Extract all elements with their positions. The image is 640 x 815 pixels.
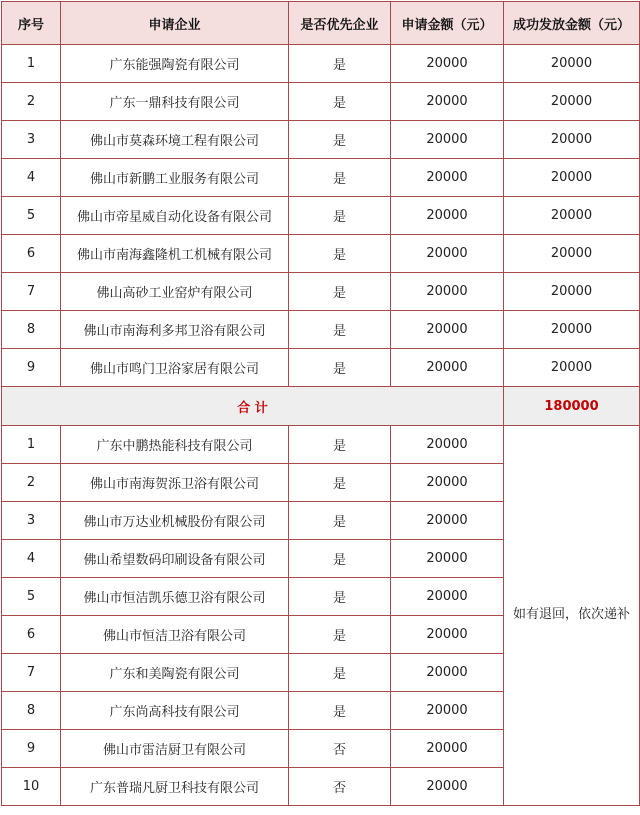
row-priority: 是 xyxy=(289,197,391,235)
table-row xyxy=(2,45,640,83)
row-index: 2 xyxy=(2,83,61,121)
row-company: 广东中鹏热能科技有限公司 xyxy=(61,426,289,464)
row-priority: 是 xyxy=(289,311,391,349)
header-index: 序号 xyxy=(2,2,61,45)
table-header-row xyxy=(2,2,640,45)
row-granted: 20000 xyxy=(504,273,640,311)
total-value: 180000 xyxy=(504,387,640,426)
total-label: 合 计 xyxy=(2,387,504,426)
table-body xyxy=(2,45,640,806)
row-index: 6 xyxy=(2,235,61,273)
row-priority: 是 xyxy=(289,235,391,273)
table-row xyxy=(2,159,640,197)
row-amount: 20000 xyxy=(391,349,504,387)
table-row xyxy=(2,121,640,159)
row-amount: 20000 xyxy=(391,692,504,730)
row-company: 佛山希望数码印刷设备有限公司 xyxy=(61,540,289,578)
row-index: 10 xyxy=(2,768,61,806)
row-granted: 20000 xyxy=(504,121,640,159)
row-amount: 20000 xyxy=(391,502,504,540)
row-amount: 20000 xyxy=(391,578,504,616)
row-priority: 是 xyxy=(289,426,391,464)
row-company: 佛山市南海鑫隆机工机械有限公司 xyxy=(61,235,289,273)
row-company: 广东一鼎科技有限公司 xyxy=(61,83,289,121)
row-amount: 20000 xyxy=(391,768,504,806)
row-company: 佛山市莫森环境工程有限公司 xyxy=(61,121,289,159)
subsidy-table xyxy=(1,1,640,806)
row-index: 4 xyxy=(2,540,61,578)
row-priority: 是 xyxy=(289,654,391,692)
row-index: 3 xyxy=(2,121,61,159)
row-amount: 20000 xyxy=(391,45,504,83)
row-granted: 20000 xyxy=(504,235,640,273)
row-index: 1 xyxy=(2,426,61,464)
row-index: 5 xyxy=(2,578,61,616)
row-granted: 20000 xyxy=(504,159,640,197)
table-row xyxy=(2,349,640,387)
table-row xyxy=(2,197,640,235)
row-priority: 是 xyxy=(289,349,391,387)
row-index: 1 xyxy=(2,45,61,83)
table-row xyxy=(2,426,640,464)
row-index: 2 xyxy=(2,464,61,502)
row-amount: 20000 xyxy=(391,540,504,578)
row-index: 7 xyxy=(2,273,61,311)
header-priority: 是否优先企业 xyxy=(289,2,391,45)
row-company: 佛山市新鹏工业服务有限公司 xyxy=(61,159,289,197)
table-row xyxy=(2,273,640,311)
row-granted: 20000 xyxy=(504,83,640,121)
row-index: 8 xyxy=(2,692,61,730)
total-row xyxy=(2,387,640,426)
row-amount: 20000 xyxy=(391,426,504,464)
table-row xyxy=(2,311,640,349)
table-row xyxy=(2,235,640,273)
row-company: 佛山市恒洁凯乐德卫浴有限公司 xyxy=(61,578,289,616)
row-amount: 20000 xyxy=(391,235,504,273)
row-index: 7 xyxy=(2,654,61,692)
row-priority: 是 xyxy=(289,540,391,578)
row-granted: 20000 xyxy=(504,349,640,387)
row-amount: 20000 xyxy=(391,197,504,235)
row-index: 9 xyxy=(2,730,61,768)
row-company: 佛山市南海利多邦卫浴有限公司 xyxy=(61,311,289,349)
row-priority: 否 xyxy=(289,768,391,806)
row-amount: 20000 xyxy=(391,121,504,159)
row-company: 佛山市万达业机械股份有限公司 xyxy=(61,502,289,540)
row-amount: 20000 xyxy=(391,730,504,768)
row-company: 佛山市南海贺泺卫浴有限公司 xyxy=(61,464,289,502)
row-index: 9 xyxy=(2,349,61,387)
row-priority: 是 xyxy=(289,578,391,616)
row-amount: 20000 xyxy=(391,273,504,311)
row-granted: 20000 xyxy=(504,45,640,83)
row-company: 广东和美陶瓷有限公司 xyxy=(61,654,289,692)
row-priority: 是 xyxy=(289,692,391,730)
row-priority: 是 xyxy=(289,502,391,540)
header-amount: 申请金额（元） xyxy=(391,2,504,45)
row-priority: 是 xyxy=(289,83,391,121)
row-priority: 是 xyxy=(289,616,391,654)
header-granted: 成功发放金额（元） xyxy=(504,2,640,45)
row-amount: 20000 xyxy=(391,654,504,692)
row-priority: 否 xyxy=(289,730,391,768)
row-company: 佛山市帝星威自动化设备有限公司 xyxy=(61,197,289,235)
row-amount: 20000 xyxy=(391,464,504,502)
row-index: 4 xyxy=(2,159,61,197)
row-granted: 20000 xyxy=(504,197,640,235)
row-index: 6 xyxy=(2,616,61,654)
row-company: 佛山高砂工业窑炉有限公司 xyxy=(61,273,289,311)
row-amount: 20000 xyxy=(391,83,504,121)
row-company: 佛山市雷洁厨卫有限公司 xyxy=(61,730,289,768)
row-priority: 是 xyxy=(289,159,391,197)
row-granted: 20000 xyxy=(504,311,640,349)
table-row xyxy=(2,83,640,121)
row-index: 5 xyxy=(2,197,61,235)
header-company: 申请企业 xyxy=(61,2,289,45)
row-amount: 20000 xyxy=(391,159,504,197)
row-company: 佛山市恒洁卫浴有限公司 xyxy=(61,616,289,654)
row-priority: 是 xyxy=(289,45,391,83)
row-amount: 20000 xyxy=(391,311,504,349)
backfill-note: 如有退回，依次递补 xyxy=(504,426,640,806)
row-company: 广东能强陶瓷有限公司 xyxy=(61,45,289,83)
row-index: 3 xyxy=(2,502,61,540)
row-index: 8 xyxy=(2,311,61,349)
row-company: 佛山市鸣门卫浴家居有限公司 xyxy=(61,349,289,387)
row-priority: 是 xyxy=(289,464,391,502)
row-amount: 20000 xyxy=(391,616,504,654)
row-company: 广东普瑞凡厨卫科技有限公司 xyxy=(61,768,289,806)
row-priority: 是 xyxy=(289,121,391,159)
row-company: 广东尚高科技有限公司 xyxy=(61,692,289,730)
row-priority: 是 xyxy=(289,273,391,311)
